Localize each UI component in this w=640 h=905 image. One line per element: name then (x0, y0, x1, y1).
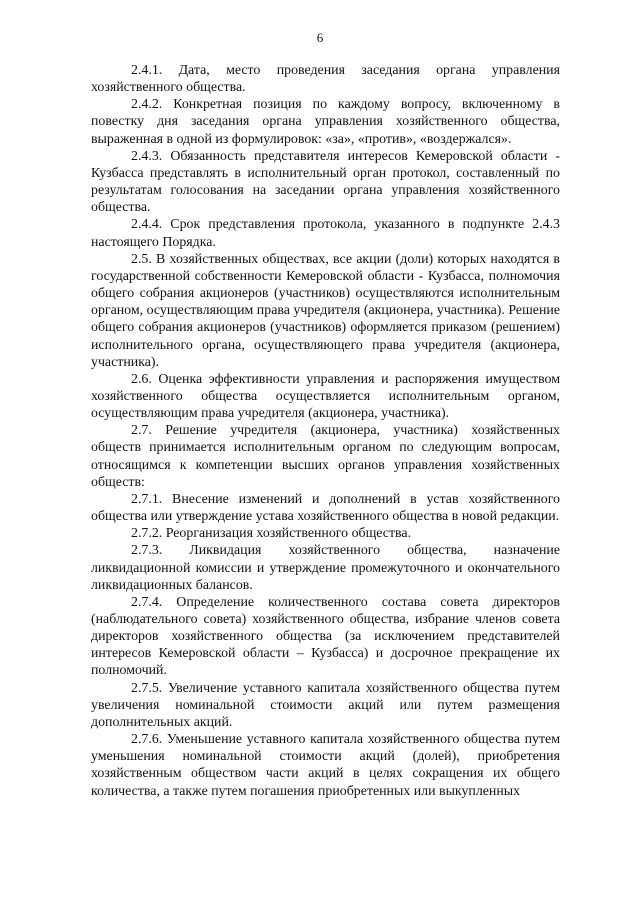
paragraph-2-7-6: 2.7.6. Уменьшение уставного капитала хозяйственного общества путем уменьшения номинальной стоимости акций (долей), приобретения хозяйственным обществом части акций в целях сокращения их общего количества, а также путем погашения приобретенных или выкупленных (91, 732, 560, 799)
paragraph-2-4-2: 2.4.2. Конкретная позиция по каждому вопросу, включенному в повестку дня заседания органа управления хозяйственного общества, выраженная в одной из формулировок: «за», «против», «воздержался». (91, 97, 560, 147)
paragraph-2-7-3: 2.7.3. Ликвидация хозяйственного общества, назначение ликвидационной комиссии и утверждение промежуточного и окончательного ликвидационных балансов. (91, 543, 560, 593)
document-body (91, 62, 560, 800)
paragraph-2-7-5: 2.7.5. Увеличение уставного капитала хозяйственного общества путем увеличения номинальной стоимости акций или путем размещения дополнительных акций. (91, 680, 560, 730)
paragraph-2-6: 2.6. Оценка эффективности управления и распоряжения имуществом хозяйственного общества осуществляется исполнительным органом, осуществляющим права учредителя (акционера, участника). (91, 371, 560, 422)
paragraph-2-5: 2.5. В хозяйственных обществах, все акции (доли) которых находятся в государственной собственности Кемеровской области - Кузбасса, полномочия общего собрания акционеров (участников) осуществляются исполнительным органом, осуществляющим права учредителя (акционера, участника). Решение общего собрания акционеров (участников) оформляется приказом (решением) исполнительного органа, осуществляющего права учредителя (акционера, участника). (91, 251, 560, 370)
paragraph-2-4-1: 2.4.1. Дата, место проведения заседания органа управления хозяйственного общества. (91, 63, 560, 96)
paragraph-2-4-3: 2.4.3. Обязанность представителя интересов Кемеровской области - Кузбасса представлять в исполнительный орган протокол, составленный по результатам голосования на заседании органа управления хозяйственного общества. (91, 148, 560, 216)
paragraph-2-7-1: 2.7.1. Внесение изменений и дополнений в устав хозяйственного общества или утверждение устава хозяйственного общества в новой редакции. (91, 491, 560, 525)
page-number: 6 (316, 30, 324, 45)
paragraph-2-7-2: 2.7.2. Реорганизация хозяйственного общества. (131, 526, 412, 542)
paragraph-2-7-4: 2.7.4. Определение количественного состава совета директоров (наблюдательного совета) хозяйственного общества, избрание членов совета директоров хозяйственного общества (за исключением представителей интересов Кемеровской области – Кузбасса) и досрочное прекращение их полномочий. (91, 594, 560, 679)
paragraph-2-7: 2.7. Решение учредителя (акционера, участника) хозяйственных обществ принимается исполнительным органом по следующим вопросам, относящимся к компетенции высших органов управления хозяйственных обществ: (91, 423, 560, 490)
paragraph-2-4-4: 2.4.4. Срок представления протокола, указанного в подпункте 2.4.3 настоящего Порядка. (91, 217, 560, 250)
